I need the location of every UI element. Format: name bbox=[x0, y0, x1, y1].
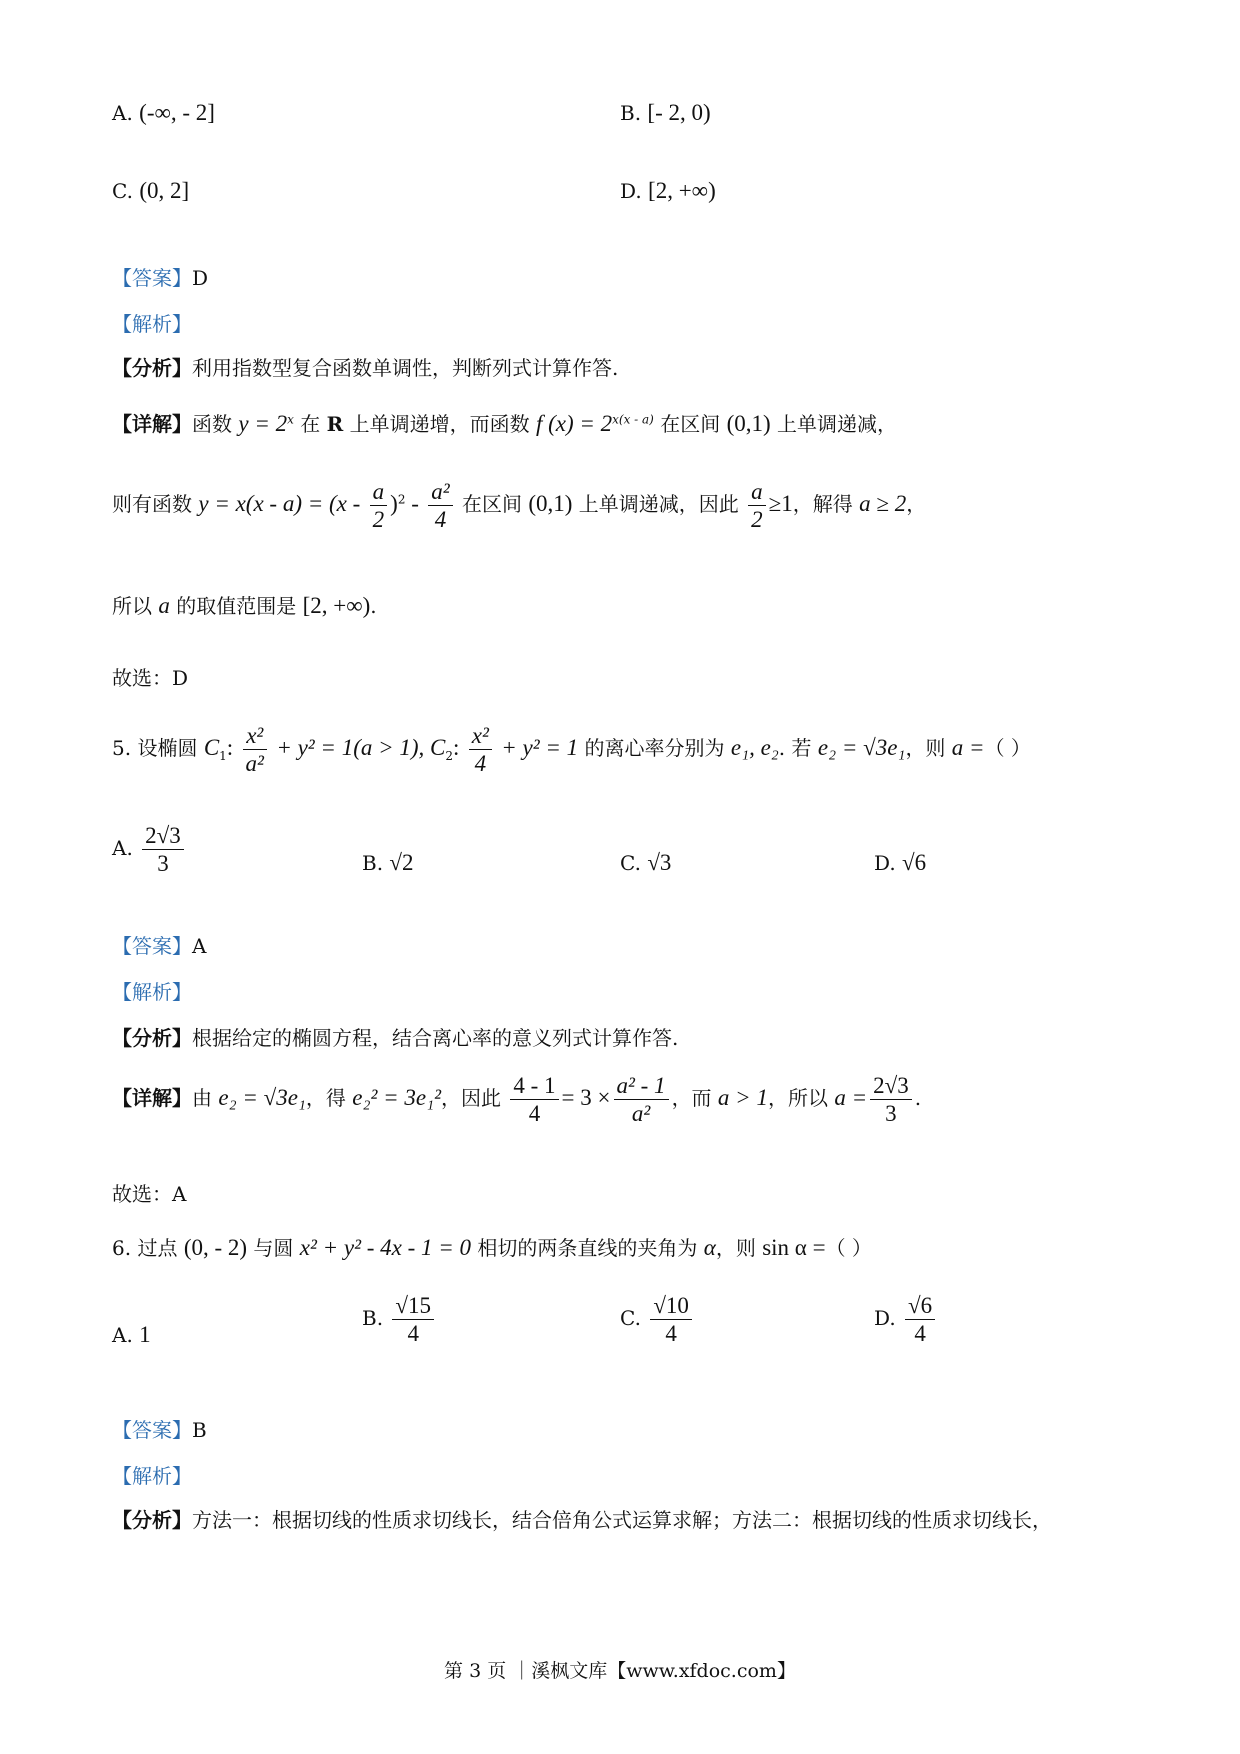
numerator: 4 - 1 bbox=[510, 1072, 558, 1100]
text: 的离心率分别为 bbox=[584, 736, 725, 760]
text: 的取值范围是 bbox=[176, 594, 297, 618]
analysis-text: 方法一：根据切线的性质求切线长，结合倍角公式运算求解；方法二：根据切线的性质求切线长， bbox=[192, 1508, 1052, 1532]
option-expr: (0, 2] bbox=[139, 178, 190, 203]
q6-option-b bbox=[362, 1292, 437, 1347]
math: + y² = 1(a > 1), C bbox=[276, 735, 446, 760]
q6-answer bbox=[112, 1414, 207, 1443]
fraction bbox=[905, 1292, 935, 1347]
numerator: a bbox=[370, 478, 388, 506]
fraction bbox=[428, 478, 452, 533]
q6-option-d bbox=[874, 1292, 938, 1347]
question-number: 6. bbox=[112, 1236, 132, 1260]
q5-option-c bbox=[620, 850, 671, 876]
q4-option-a bbox=[112, 100, 215, 126]
numerator: 2√3 bbox=[142, 822, 184, 850]
q4-choice: 故选：D bbox=[112, 666, 189, 690]
text: 过点 bbox=[137, 1236, 178, 1260]
q4-option-d bbox=[620, 178, 716, 204]
text: 在区间 bbox=[660, 412, 721, 436]
q6-jiexi: 【解析】 bbox=[112, 1464, 192, 1488]
option-letter: B. bbox=[620, 101, 642, 125]
text: . 若 bbox=[778, 736, 812, 760]
text: 相切的两条直线的夹角为 bbox=[477, 1236, 698, 1260]
q5-answer bbox=[112, 930, 206, 959]
math-sup: 2 bbox=[397, 492, 406, 507]
detail-tag: 【详解】 bbox=[112, 412, 192, 436]
math: ) bbox=[390, 491, 398, 516]
q6-option-a bbox=[112, 1322, 151, 1348]
option-expr: [- 2, 0) bbox=[647, 100, 711, 125]
q5-choice: 故选：A bbox=[112, 1182, 187, 1206]
math-sup: x bbox=[287, 412, 294, 427]
denominator: 3 bbox=[885, 1101, 897, 1126]
denominator: 4 bbox=[407, 1321, 419, 1346]
math: a bbox=[158, 593, 170, 618]
analysis-tag: 【分析】 bbox=[112, 356, 192, 380]
fraction bbox=[614, 1072, 669, 1127]
text: . bbox=[914, 1086, 922, 1110]
math: a ≥ 2 bbox=[859, 491, 907, 516]
analysis-text: 根据给定的椭圆方程，结合离心率的意义列式计算作答. bbox=[192, 1026, 679, 1050]
q4-option-c bbox=[112, 178, 189, 204]
math: x² + y² - 4x - 1 = 0 bbox=[299, 1235, 472, 1260]
math: α bbox=[703, 1235, 716, 1260]
math: (0,1) bbox=[726, 411, 771, 436]
text: ，所以 bbox=[767, 1086, 828, 1110]
math: e₂² = 3e₁² bbox=[352, 1085, 442, 1110]
q4-analysis bbox=[112, 352, 618, 381]
numerator: a bbox=[748, 478, 766, 506]
text: 设椭圆 bbox=[137, 736, 198, 760]
q5-option-b bbox=[362, 850, 414, 876]
numerator: x² bbox=[243, 722, 267, 750]
math: a = bbox=[834, 1085, 868, 1110]
math: f (x) = 2 bbox=[535, 411, 613, 436]
math: [2, +∞) bbox=[302, 593, 371, 618]
answer-paren: （ ） bbox=[825, 1236, 872, 1260]
math: = 3 × bbox=[561, 1085, 611, 1110]
fraction bbox=[510, 1072, 558, 1127]
text: 上单调递减， bbox=[777, 412, 898, 436]
analysis-text: 利用指数型复合函数单调性，判断列式计算作答. bbox=[192, 356, 619, 380]
math-sup: x(x - a) bbox=[612, 412, 654, 427]
denominator: 4 bbox=[528, 1101, 541, 1126]
q4-option-b bbox=[620, 100, 711, 126]
text: 函数 bbox=[192, 412, 232, 436]
fraction bbox=[469, 722, 492, 777]
denominator: 4 bbox=[434, 507, 447, 532]
answer-value: A bbox=[192, 934, 207, 958]
text: ，得 bbox=[305, 1086, 346, 1110]
text: 则有函数 bbox=[112, 492, 192, 516]
option-letter: A. bbox=[112, 1323, 133, 1347]
denominator: 4 bbox=[665, 1321, 677, 1346]
fraction bbox=[142, 822, 184, 877]
text: ，则 bbox=[715, 1236, 756, 1260]
math: ≥1 bbox=[768, 491, 793, 516]
analysis-tag: 【分析】 bbox=[112, 1508, 192, 1532]
denominator: 2 bbox=[751, 507, 763, 532]
math: e₁, e₂ bbox=[730, 735, 779, 760]
math: y = x(x - a) = (x - bbox=[198, 491, 361, 516]
q4-detail-line-3 bbox=[112, 590, 377, 619]
math: e₂ = √3e₁ bbox=[817, 735, 906, 760]
option-letter: C. bbox=[620, 1306, 641, 1330]
numerator: a² bbox=[428, 478, 452, 506]
q5-detail bbox=[112, 1072, 921, 1127]
option-letter: A. bbox=[112, 836, 133, 860]
text: ， bbox=[906, 492, 927, 516]
math: + y² = 1 bbox=[501, 735, 579, 760]
answer-value: B bbox=[192, 1418, 207, 1442]
numerator: 2√3 bbox=[870, 1072, 912, 1100]
denominator: 3 bbox=[157, 851, 169, 876]
numerator: √15 bbox=[392, 1292, 434, 1320]
numerator: x² bbox=[469, 722, 492, 750]
answer-tag: 【答案】 bbox=[112, 934, 192, 958]
option-letter: C. bbox=[620, 851, 641, 875]
text: . bbox=[370, 594, 377, 618]
option-expr: √2 bbox=[389, 850, 414, 875]
text: 所以 bbox=[112, 594, 152, 618]
denominator: 4 bbox=[914, 1321, 926, 1346]
denominator: a² bbox=[631, 1101, 651, 1126]
text: ，因此 bbox=[441, 1086, 502, 1110]
page-footer: 第 3 页 ｜溪枫文库【www.xfdoc.com】 bbox=[444, 1660, 796, 1682]
option-expr: [2, +∞) bbox=[648, 178, 716, 203]
math: y = 2 bbox=[238, 411, 288, 436]
math: a > 1 bbox=[717, 1085, 768, 1110]
option-letter: B. bbox=[362, 851, 384, 875]
text: ，则 bbox=[905, 736, 946, 760]
q5-option-a bbox=[112, 822, 187, 877]
text: 在 bbox=[300, 412, 321, 436]
denominator: 4 bbox=[474, 751, 487, 776]
math-sub: 1 bbox=[219, 749, 227, 763]
math: - bbox=[405, 491, 419, 516]
option-letter: B. bbox=[362, 1306, 384, 1330]
option-expr: √3 bbox=[647, 850, 672, 875]
math: : bbox=[226, 735, 234, 760]
numerator: a² - 1 bbox=[614, 1072, 669, 1100]
q5-jiexi: 【解析】 bbox=[112, 980, 192, 1004]
detail-tag: 【详解】 bbox=[112, 1086, 192, 1110]
numerator: √10 bbox=[650, 1292, 692, 1320]
math: : bbox=[453, 735, 460, 760]
fraction bbox=[650, 1292, 692, 1347]
answer-tag: 【答案】 bbox=[112, 266, 192, 290]
fraction bbox=[392, 1292, 434, 1347]
text: 上单调递增，而函数 bbox=[349, 412, 530, 436]
option-letter: D. bbox=[874, 851, 896, 875]
text: 由 bbox=[192, 1086, 212, 1110]
option-letter: D. bbox=[874, 1306, 896, 1330]
math: e₂ = √3e₁ bbox=[218, 1085, 306, 1110]
numerator: √6 bbox=[905, 1292, 935, 1320]
option-letter: D. bbox=[620, 179, 642, 203]
q4-answer bbox=[112, 262, 208, 291]
answer-paren: （ ） bbox=[984, 736, 1031, 760]
q4-detail-line-2 bbox=[112, 478, 926, 533]
question-number: 5. bbox=[112, 736, 132, 760]
option-letter: C. bbox=[112, 179, 133, 203]
answer-tag: 【答案】 bbox=[112, 1418, 192, 1442]
option-letter: A. bbox=[112, 101, 133, 125]
text: 上单调递减，因此 bbox=[578, 492, 739, 516]
option-expr: 1 bbox=[139, 1322, 151, 1347]
math: (0, - 2) bbox=[183, 1235, 248, 1260]
fraction bbox=[748, 478, 766, 533]
q5-stem bbox=[112, 722, 1031, 777]
option-expr: √6 bbox=[902, 850, 927, 875]
q6-stem bbox=[112, 1232, 872, 1261]
q4-detail-line-1 bbox=[112, 408, 897, 437]
q5-option-d bbox=[874, 850, 926, 876]
q6-analysis bbox=[112, 1504, 1052, 1533]
math-sub: 2 bbox=[445, 749, 454, 763]
q5-analysis bbox=[112, 1022, 678, 1051]
text: 与圆 bbox=[253, 1236, 294, 1260]
answer-value: D bbox=[192, 266, 209, 290]
q4-jiexi: 【解析】 bbox=[112, 312, 192, 336]
fraction bbox=[370, 478, 388, 533]
math: (0,1) bbox=[528, 491, 573, 516]
math: C bbox=[203, 735, 220, 760]
option-expr: (-∞, - 2] bbox=[139, 100, 215, 125]
text: ，解得 bbox=[792, 492, 853, 516]
fraction bbox=[870, 1072, 912, 1127]
math: sin α = bbox=[762, 1235, 826, 1260]
denominator: 2 bbox=[372, 507, 385, 532]
analysis-tag: 【分析】 bbox=[112, 1026, 192, 1050]
q6-option-c bbox=[620, 1292, 695, 1347]
math: a = bbox=[951, 735, 985, 760]
math-r: R bbox=[326, 412, 344, 436]
denominator: a² bbox=[245, 751, 264, 776]
fraction bbox=[243, 722, 267, 777]
text: ，而 bbox=[671, 1086, 712, 1110]
text: 在区间 bbox=[462, 492, 522, 516]
